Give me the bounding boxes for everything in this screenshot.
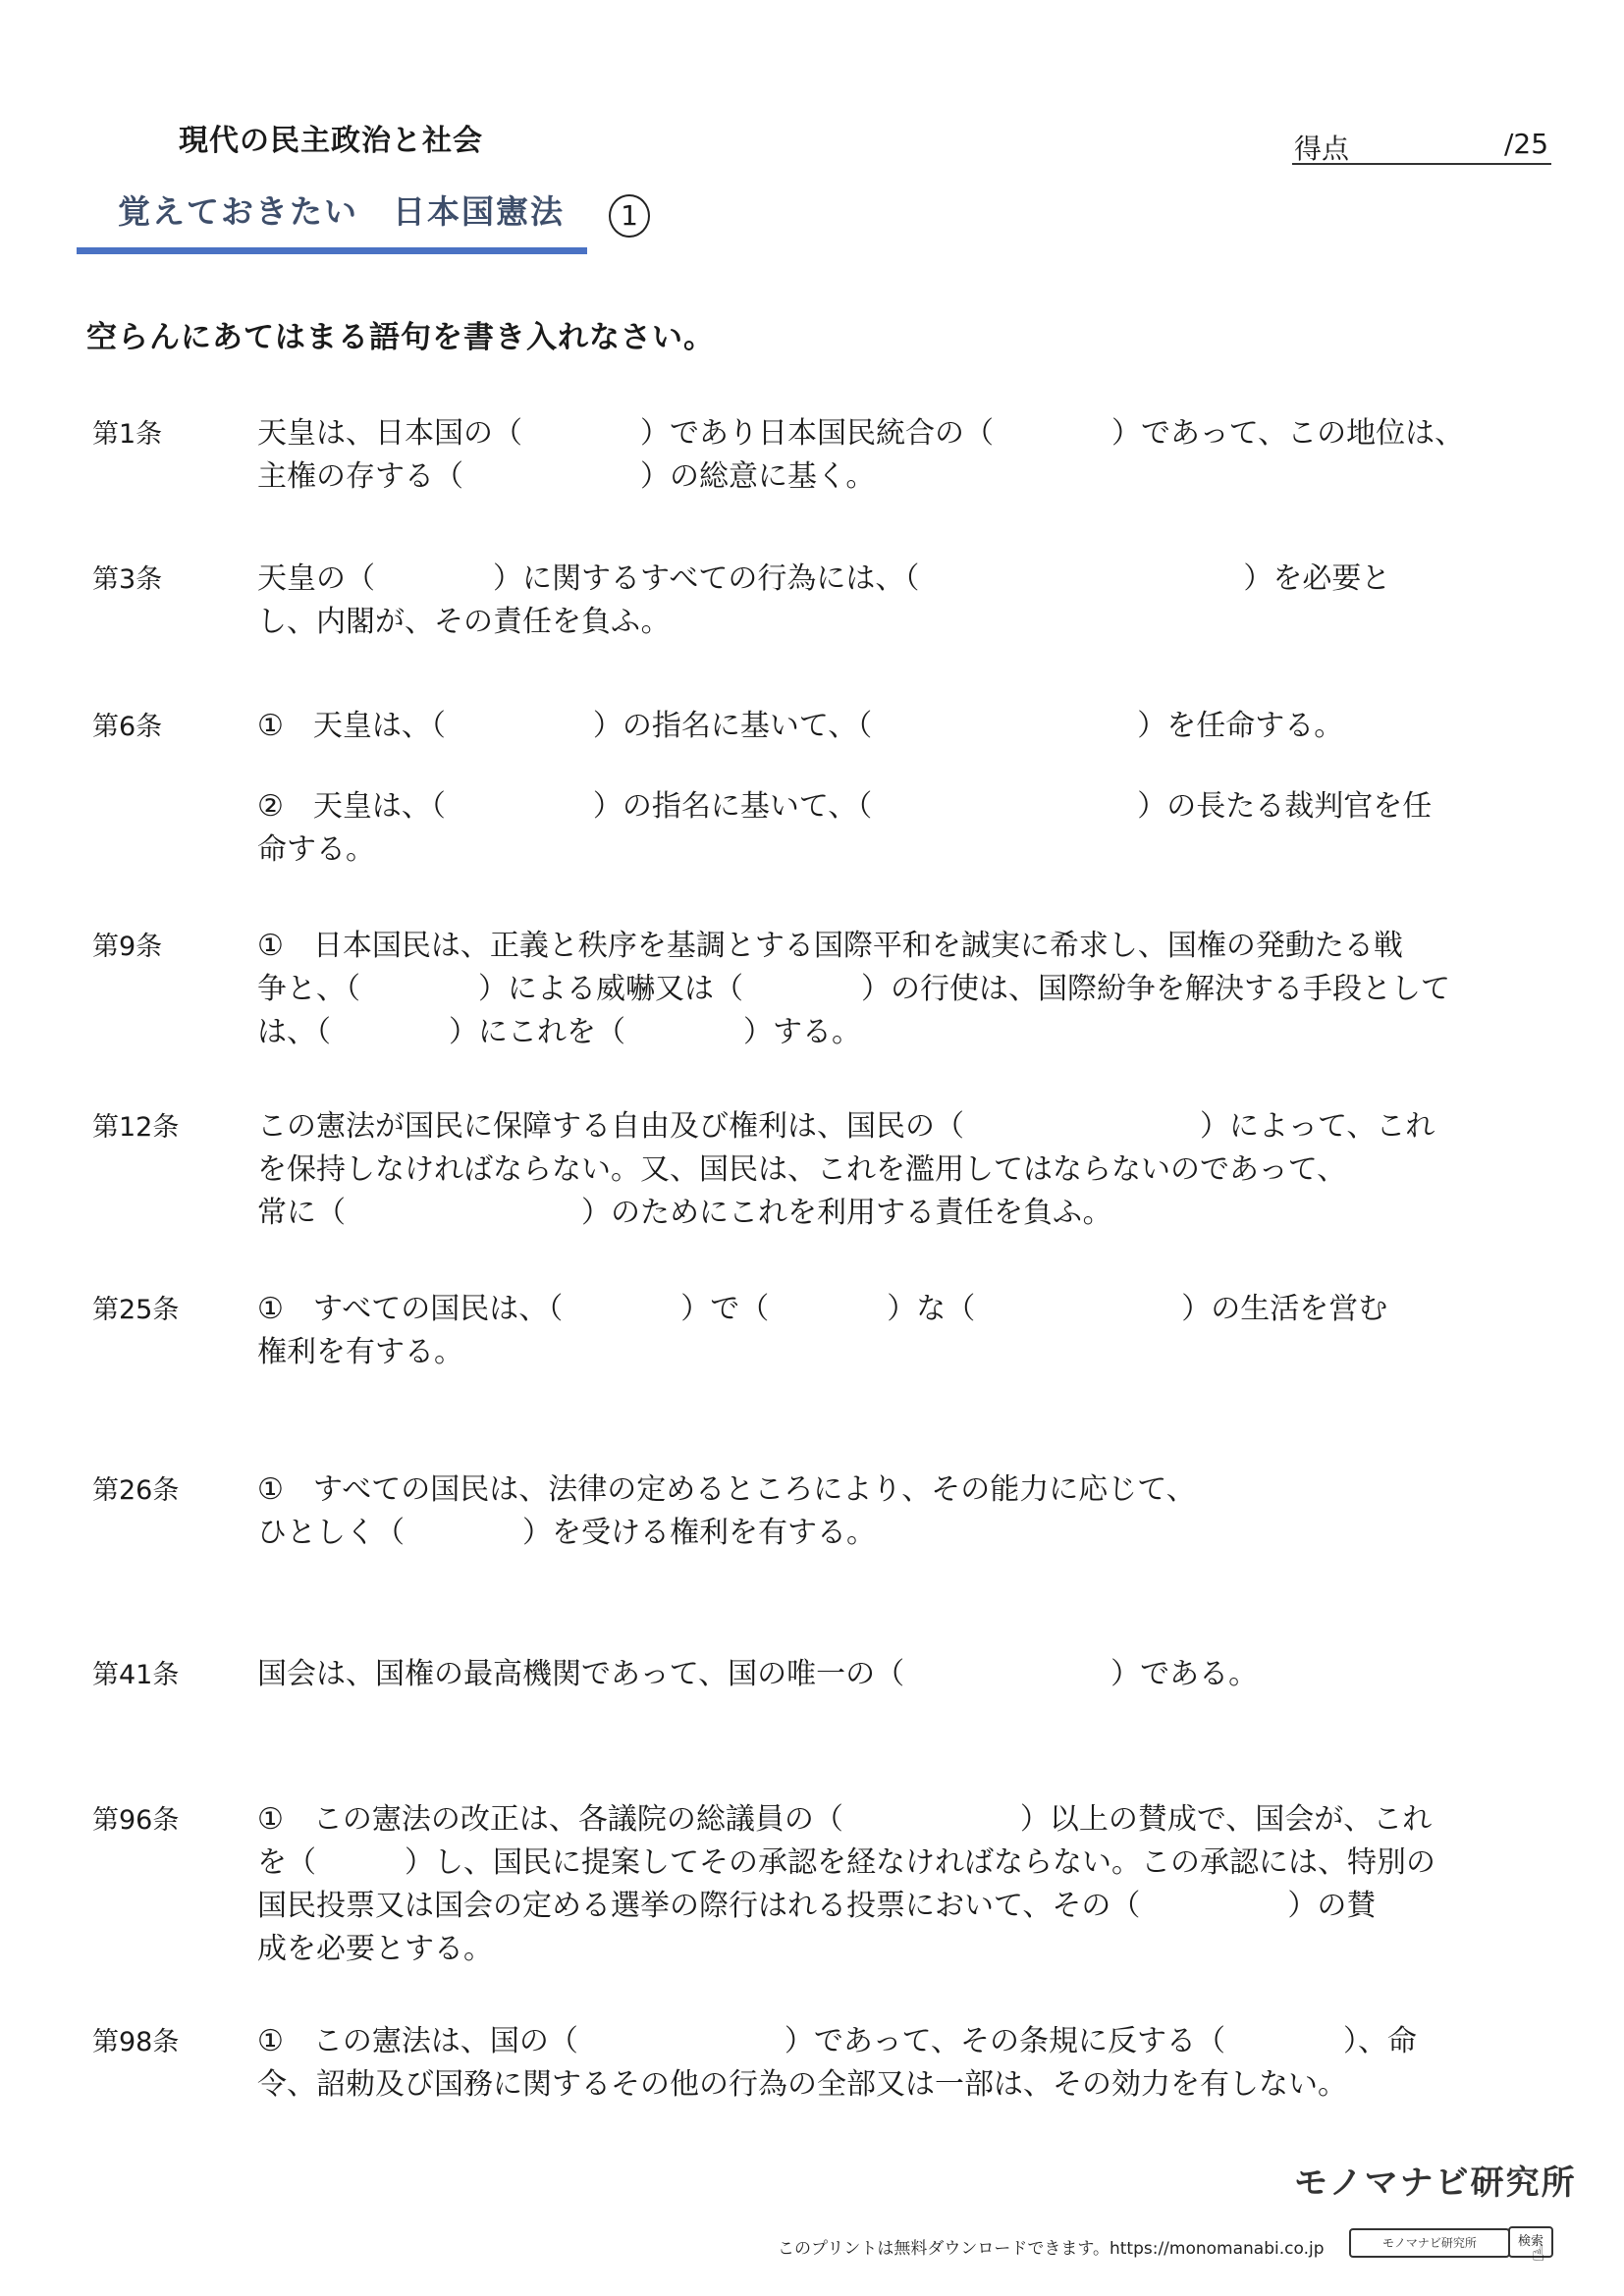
article-line: ① 天皇は、（ ）の指名に基いて、（ ）を任命する。 [257, 709, 1344, 743]
article-line: 権利を有する。 [257, 1335, 463, 1369]
article-body [257, 1288, 1534, 1374]
footer-note: このプリントは無料ダウンロードできます。https://monomanabi.co.jp [778, 2239, 1325, 2259]
article-label: 第96条 [92, 1805, 180, 1836]
hand-cursor-icon: ☝ [1532, 2242, 1545, 2267]
score-total: /25 [1504, 128, 1549, 160]
article-line: ① 日本国民は、正義と秩序を基調とする国際平和を誠実に希求し、国権の発動たる戦 [257, 929, 1403, 963]
article-line: ① この憲法の改正は、各議院の総議員の（ ）以上の賛成で、国会が、これ [257, 1802, 1433, 1837]
article-line: 争と、（ ）による威嚇又は（ ）の行使は、国際紛争を解決する手段として [257, 972, 1450, 1006]
article-body [257, 412, 1534, 499]
article-line: ① すべての国民は、法律の定めるところにより、その能力に応じて、 [257, 1472, 1196, 1507]
article-body [257, 1468, 1534, 1555]
article-line: ひとしく（ ）を受ける権利を有する。 [257, 1516, 876, 1550]
article-label: 第6条 [92, 712, 163, 742]
article-line: 天皇は、日本国の（ ）であり日本国民統合の（ ）であって、この地位は、 [257, 416, 1465, 451]
article-line: 常に（ ）のためにこれを利用する責任を負ふ。 [257, 1196, 1112, 1230]
article-body [257, 2020, 1534, 2107]
score-label: 得点 [1294, 133, 1350, 165]
article-label: 第98条 [92, 2027, 180, 2057]
worksheet-title: 覚えておきたい 日本国憲法 [118, 192, 565, 231]
subject-title: 現代の民主政治と社会 [179, 124, 483, 158]
instruction-text: 空らんにあてはまる語句を書き入れなさい。 [86, 320, 715, 355]
article-line: を（ ）し、国民に提案してその承認を経なければならない。この承認には、特別の [257, 1845, 1435, 1880]
article-body [257, 705, 1534, 872]
article-line: 令、詔勅及び国務に関するその他の行為の全部又は一部は、その効力を有しない。 [257, 2067, 1347, 2102]
article-line: ① すべての国民は、（ ）で（ ）な（ ）の生活を営む [257, 1292, 1388, 1326]
article-line: を保持しなければならない。又、国民は、これを濫用してはならないのであって、 [257, 1152, 1347, 1187]
article-label: 第9条 [92, 932, 163, 962]
article-label: 第1条 [92, 419, 163, 450]
article-line: ① この憲法は、国の（ ）であって、その条規に反する（ ）、命 [257, 2024, 1417, 2058]
article-line: 成を必要とする。 [257, 1932, 493, 1966]
article-line: は、（ ）にこれを（ ）する。 [257, 1015, 861, 1049]
article-line: 天皇の（ ）に関するすべての行為には、（ ）を必要と [257, 561, 1391, 596]
brand-logo: モノマナビ研究所 [1294, 2163, 1577, 2203]
article-line: し、内閣が、その責任を負ふ。 [257, 605, 671, 639]
article-label: 第12条 [92, 1112, 180, 1143]
article-line: 国会は、国権の最高機関であって、国の唯一の（ ）である。 [257, 1657, 1259, 1691]
article-line: 国民投票又は国会の定める選挙の際行はれる投票において、その（ ）の賛 [257, 1889, 1377, 1923]
score-underline [1292, 163, 1551, 165]
article-body [257, 1653, 1534, 1696]
article-label: 第25条 [92, 1295, 180, 1325]
article-body [257, 925, 1534, 1054]
article-line: 命する。 [257, 832, 375, 867]
article-line: ② 天皇は、（ ）の指名に基いて、（ ）の長たる裁判官を任 [257, 789, 1433, 824]
article-label: 第41条 [92, 1660, 180, 1690]
search-button-graphic: 検索 [1508, 2226, 1553, 2258]
article-label: 第3条 [92, 564, 163, 595]
title-number: 1 [609, 194, 650, 238]
article-body [257, 558, 1534, 644]
article-line: この憲法が国民に保障する自由及び権利は、国民の（ ）によって、これ [257, 1109, 1435, 1144]
article-body [257, 1105, 1534, 1235]
article-body [257, 1798, 1534, 1971]
article-label: 第26条 [92, 1475, 180, 1506]
search-box-graphic: モノマナビ研究所 [1349, 2228, 1510, 2258]
article-line: 主権の存する（ ）の総意に基く。 [257, 459, 876, 494]
title-underline-bar [77, 247, 587, 254]
